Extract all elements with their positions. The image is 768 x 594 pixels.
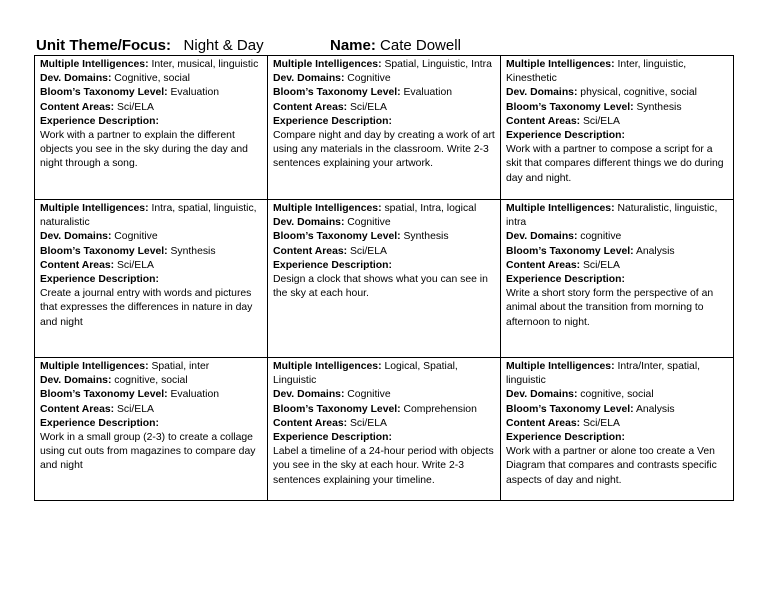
field-value: Intra, spatial, linguistic, naturalistic [40, 203, 257, 229]
field-label: Content Areas: [273, 245, 348, 257]
field-value: Logical, Spatial, Linguistic [273, 361, 458, 387]
field-bt [40, 388, 262, 402]
field-value: Evaluation [170, 389, 220, 401]
experience-label: Experience Description: [506, 130, 625, 142]
activity-cell [35, 200, 268, 358]
name-value: Cate Dowell [380, 37, 461, 54]
field-label: Dev. Domains: [40, 231, 112, 243]
field-label: Content Areas: [506, 417, 581, 429]
field-mi [506, 202, 728, 230]
grid-row [35, 200, 734, 358]
field-bt [40, 86, 262, 100]
field-value: Evaluation [170, 87, 220, 99]
experience-label: Experience Description: [506, 274, 625, 286]
field-value: Sci/ELA [349, 417, 387, 429]
field-ca [40, 101, 262, 115]
field-label: Content Areas: [40, 259, 115, 271]
field-value: Sci/ELA [116, 101, 154, 113]
field-label: Multiple Intelligences: [506, 361, 615, 372]
field-value: Intra/Inter, spatial, linguistic [506, 361, 701, 387]
field-value: Sci/ELA [582, 115, 620, 127]
activity-cell [268, 200, 501, 358]
field-label: Multiple Intelligences: [273, 361, 382, 372]
field-label: Dev. Domains: [40, 73, 112, 85]
field-dd [40, 230, 262, 244]
field-value: Cognitive [347, 389, 391, 401]
field-value: Synthesis [170, 245, 216, 257]
field-value: Inter, musical, linguistic [151, 59, 259, 70]
field-dd [273, 388, 495, 402]
experience-description: Design a clock that shows what you can see in the sky at each hour. [273, 274, 488, 300]
field-value: cognitive, social [114, 375, 188, 387]
field-bt [273, 86, 495, 100]
field-dd [506, 388, 728, 402]
field-label: Dev. Domains: [506, 389, 578, 401]
field-label: Bloom’s Taxonomy Level: [40, 389, 168, 401]
field-label: Dev. Domains: [273, 217, 345, 229]
experience-description: Work in a small group (2-3) to create a collage using cut outs from magazines to compare day and night [40, 432, 256, 472]
student-name [330, 36, 461, 56]
experience-label: Experience Description: [40, 115, 159, 127]
field-label: Content Areas: [506, 115, 581, 127]
field-value: Cognitive, social [114, 73, 190, 85]
field-label: Bloom’s Taxonomy Level: [273, 403, 401, 415]
experience-description: Work with a partner to explain the different objects you see in the sky during the day and night through a song. [40, 130, 248, 170]
activity-grid [34, 55, 734, 501]
field-mi [273, 202, 495, 216]
field-value: Sci/ELA [349, 101, 387, 113]
field-label: Multiple Intelligences: [506, 203, 615, 214]
field-bt [506, 245, 728, 259]
field-label: Content Areas: [273, 417, 348, 429]
field-label: Multiple Intelligences: [506, 59, 615, 70]
experience-label: Experience Description: [273, 115, 392, 127]
experience-description: Label a timeline of a 24-hour period with objects you see in the sky at each hour. Write 2-3 sentences explaining your timeline. [273, 446, 494, 486]
field-label: Content Areas: [273, 101, 348, 113]
field-label: Bloom’s Taxonomy Level: [40, 87, 168, 99]
unit-theme [36, 36, 264, 56]
field-dd [506, 86, 728, 100]
activity-cell [268, 56, 501, 200]
activity-cell [501, 56, 734, 200]
field-label: Content Areas: [506, 259, 581, 271]
field-label: Multiple Intelligences: [40, 361, 149, 372]
field-dd [273, 72, 495, 86]
field-bt [40, 245, 262, 259]
field-label: Bloom’s Taxonomy Level: [506, 403, 634, 415]
field-label: Bloom’s Taxonomy Level: [506, 245, 634, 257]
field-value: Naturalistic, linguistic, intra [506, 203, 718, 229]
field-dd [40, 374, 262, 388]
field-value: Synthesis [636, 101, 682, 113]
field-dd [40, 72, 262, 86]
field-value: Sci/ELA [582, 417, 620, 429]
field-value: Inter, linguistic, Kinesthetic [506, 59, 687, 85]
field-label: Content Areas: [40, 403, 115, 415]
activity-cell [501, 358, 734, 501]
grid-row [35, 56, 734, 200]
field-mi [506, 360, 728, 388]
field-value: Synthesis [403, 231, 449, 243]
field-label: Bloom’s Taxonomy Level: [40, 245, 168, 257]
field-label: Multiple Intelligences: [273, 59, 382, 70]
field-value: Analysis [635, 245, 675, 257]
field-mi [506, 58, 728, 86]
experience-label: Experience Description: [273, 432, 392, 444]
field-value: Sci/ELA [116, 259, 154, 271]
field-label: Dev. Domains: [273, 73, 345, 85]
field-value: Analysis [635, 403, 675, 415]
field-ca [40, 259, 262, 273]
field-value: Sci/ELA [116, 403, 154, 415]
grid-row [35, 358, 734, 501]
experience-description: Work with a partner or alone too create a Ven Diagram that compares and contrasts specific aspects of day and night. [506, 446, 717, 486]
field-ca [506, 417, 728, 431]
field-ca [506, 259, 728, 273]
page-header [36, 36, 736, 56]
field-bt [506, 101, 728, 115]
field-mi [273, 58, 495, 72]
field-label: Bloom’s Taxonomy Level: [273, 231, 401, 243]
field-mi [40, 360, 262, 374]
field-mi [40, 202, 262, 230]
experience-description: Create a journal entry with words and pictures that expresses the differences in nature in day and night [40, 288, 253, 328]
field-value: Comprehension [403, 403, 477, 415]
field-value: physical, cognitive, social [580, 87, 697, 99]
experience-label: Experience Description: [40, 417, 159, 429]
field-label: Dev. Domains: [506, 231, 578, 243]
field-label: Dev. Domains: [506, 87, 578, 99]
field-label: Multiple Intelligences: [273, 203, 382, 214]
experience-label: Experience Description: [273, 259, 392, 271]
activity-cell [35, 358, 268, 501]
activity-cell [35, 56, 268, 200]
field-ca [273, 417, 495, 431]
field-ca [273, 101, 495, 115]
field-label: Content Areas: [40, 101, 115, 113]
field-value: Cognitive [347, 217, 391, 229]
field-label: Bloom’s Taxonomy Level: [273, 87, 401, 99]
experience-label: Experience Description: [40, 274, 159, 286]
field-value: Sci/ELA [349, 245, 387, 257]
field-label: Dev. Domains: [40, 375, 112, 387]
field-value: cognitive, social [580, 389, 654, 401]
field-value: Sci/ELA [582, 259, 620, 271]
unit-theme-value: Night & Day [183, 37, 264, 54]
experience-description: Compare night and day by creating a work of art using any materials in the classroom. Write 2-3 sentences explaining your artwork. [273, 130, 495, 170]
field-ca [273, 245, 495, 259]
field-label: Multiple Intelligences: [40, 203, 149, 214]
field-value: Evaluation [403, 87, 453, 99]
field-value: cognitive [580, 231, 622, 243]
name-label: Name: [330, 37, 376, 54]
field-bt [273, 230, 495, 244]
field-dd [273, 216, 495, 230]
activity-cell [501, 200, 734, 358]
field-value: Spatial, Linguistic, Intra [384, 59, 492, 70]
field-dd [506, 230, 728, 244]
field-label: Bloom’s Taxonomy Level: [506, 101, 634, 113]
field-bt [273, 403, 495, 417]
field-mi [40, 58, 262, 72]
field-label: Dev. Domains: [273, 389, 345, 401]
field-mi [273, 360, 495, 388]
experience-description: Work with a partner to compose a script for a skit that compares different things we do during day and night. [506, 144, 724, 184]
field-value: Cognitive [347, 73, 391, 85]
field-ca [506, 115, 728, 129]
unit-theme-label: Unit Theme/Focus: [36, 37, 172, 54]
field-value: Spatial, inter [151, 361, 210, 372]
field-ca [40, 403, 262, 417]
field-bt [506, 403, 728, 417]
experience-label: Experience Description: [506, 432, 625, 444]
field-label: Multiple Intelligences: [40, 59, 149, 70]
activity-cell [268, 358, 501, 501]
field-value: spatial, Intra, logical [384, 203, 477, 214]
field-value: Cognitive [114, 231, 158, 243]
experience-description: Write a short story form the perspective of an animal about the transition from morning to afternoon to night. [506, 288, 714, 328]
